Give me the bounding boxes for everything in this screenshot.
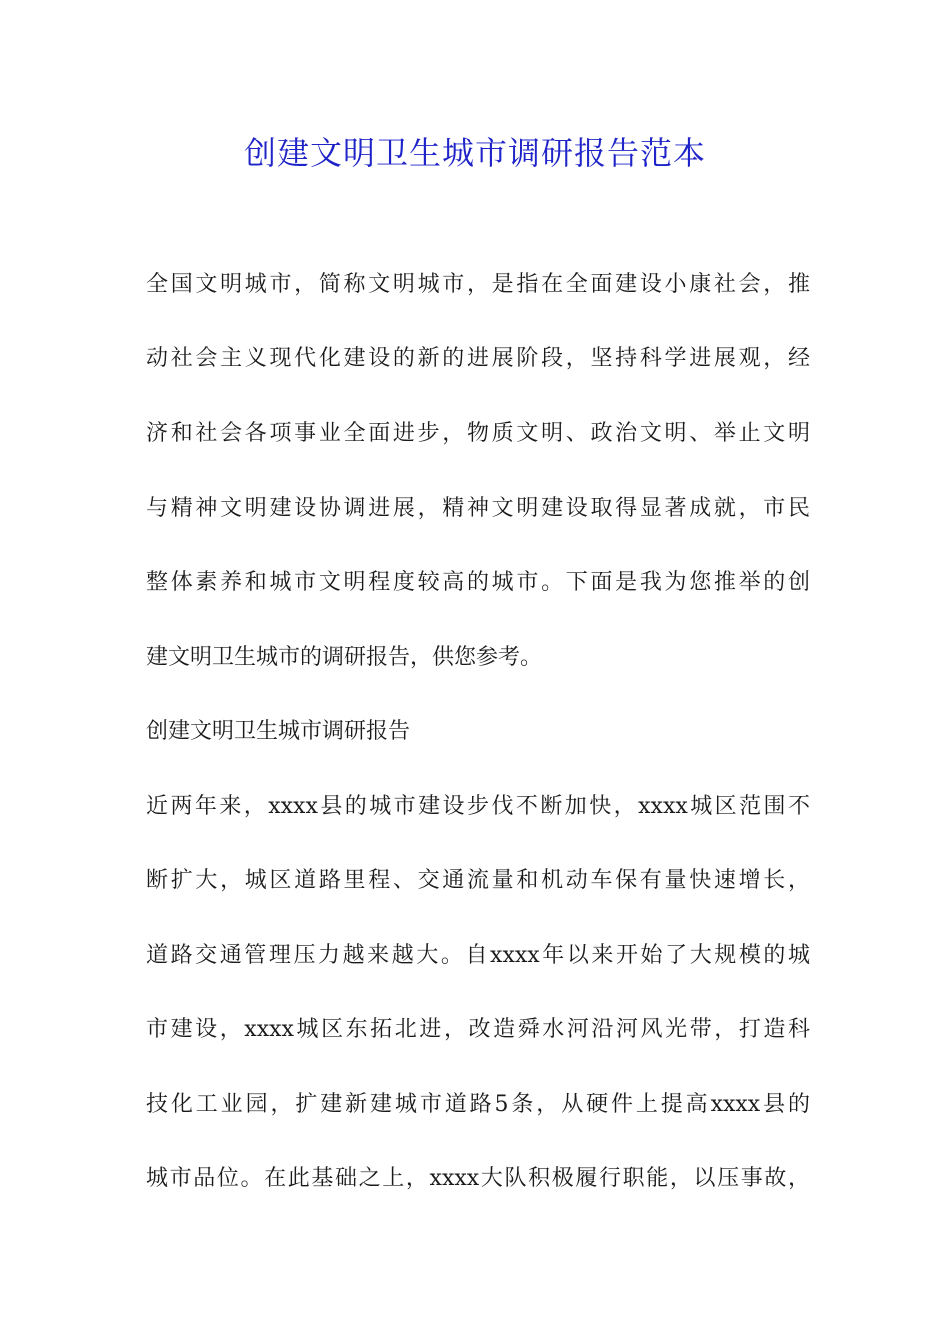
body-line-6: 建文明卫生城市的调研报告，供您参考。 [146,645,543,670]
document-title: 创建文明卫生城市调研报告范本 [243,134,706,172]
body-line-13: 城市品位。在此基础之上，xxxx大队积极履行职能，以压事故， [146,1166,810,1191]
body-line-1: 全国文明城市，简称文明城市，是指在全面建设小康社会，推 [146,272,810,297]
body-line-2: 动社会主义现代化建设的新的进展阶段，坚持科学进展观，经 [146,346,810,371]
body-line-9: 断扩大，城区道路里程、交通流量和机动车保有量快速增长， [146,868,810,893]
body-line-12: 技化工业园，扩建新建城市道路5条，从硬件上提高xxxx县的 [146,1092,810,1117]
body-line-3: 济和社会各项事业全面进步，物质文明、政治文明、举止文明 [146,421,810,446]
body-line-10: 道路交通管理压力越来越大。自xxxx年以来开始了大规模的城 [146,943,810,968]
body-line-4: 与精神文明建设协调进展，精神文明建设取得显著成就，市民 [146,496,810,521]
body-line-5: 整体素养和城市文明程度较高的城市。下面是我为您推举的创 [146,570,810,595]
body-line-8: 近两年来，xxxx县的城市建设步伐不断加快，xxxx城区范围不 [146,794,810,819]
section-heading: 创建文明卫生城市调研报告 [146,719,411,744]
body-line-11: 市建设，xxxx城区东拓北进，改造舜水河沿河风光带，打造科 [146,1017,810,1042]
